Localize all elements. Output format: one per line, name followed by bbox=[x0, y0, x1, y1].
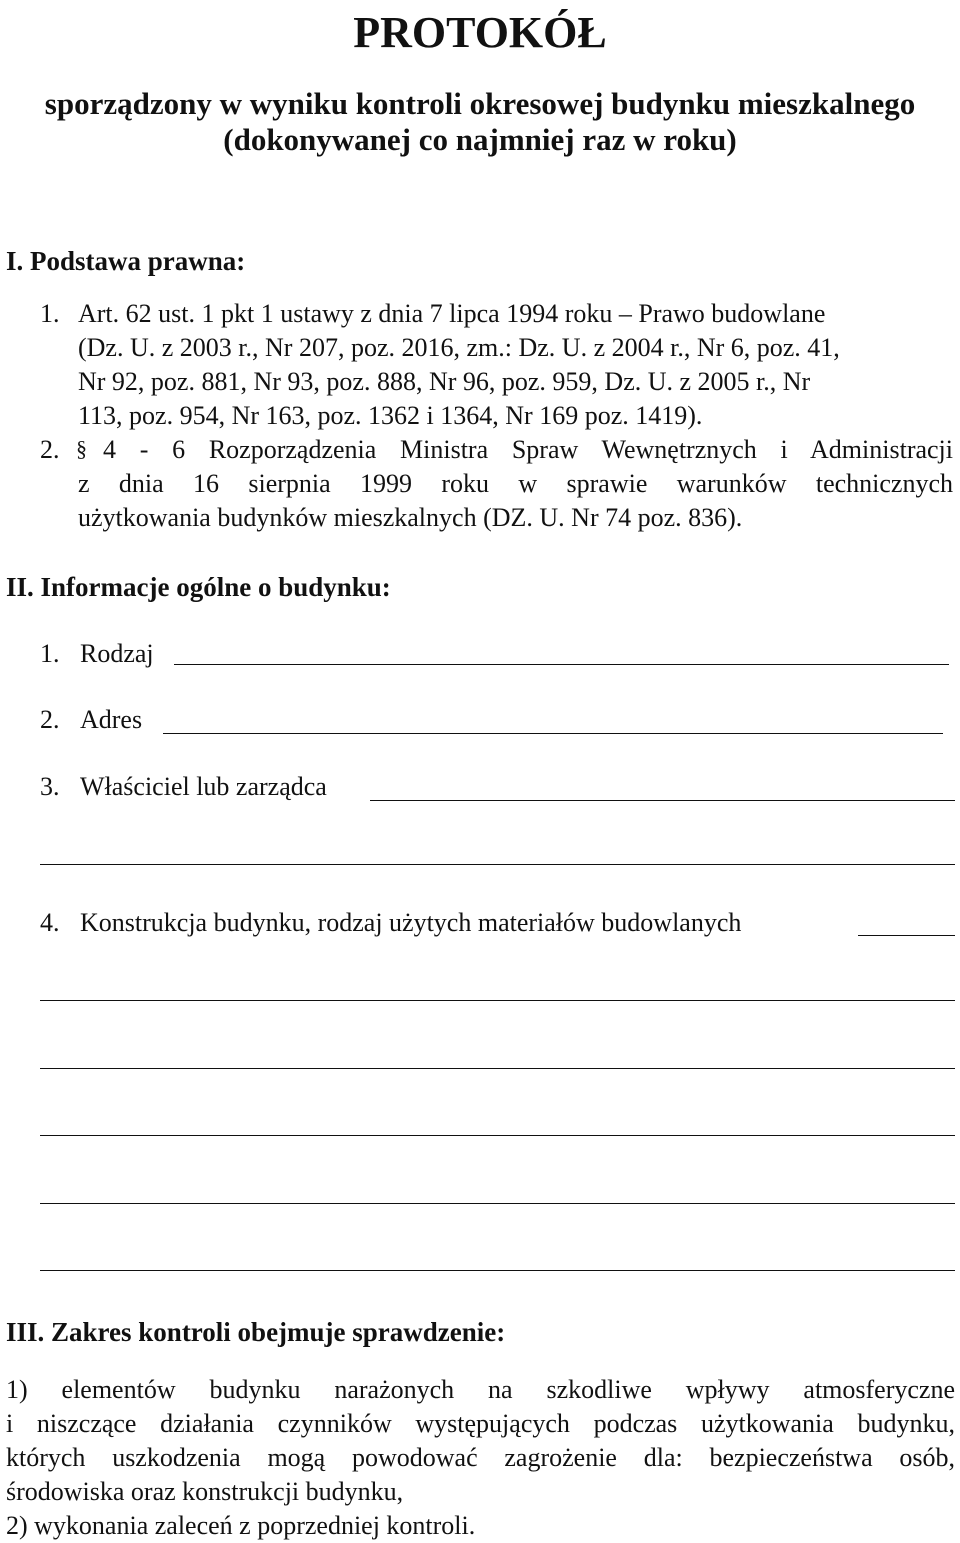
inspection-scope-line-2: i niszczące działania czynników występujących podczas użytkowania budynku, bbox=[6, 1409, 955, 1438]
field-address-label: Adres bbox=[80, 705, 143, 734]
legal-basis-item-2-line-1: 4 - 6 Rozporządzenia Ministra Spraw Wewnętrznych i Administracji bbox=[103, 435, 953, 464]
field-building-type-label: Rodzaj bbox=[80, 639, 154, 668]
field-construction-line bbox=[858, 935, 955, 936]
inspection-scope-line-5: 2) wykonania zaleceń z poprzedniej kontroli. bbox=[6, 1511, 476, 1540]
inspection-scope-line-1: 1) elementów budynku narażonych na szkodliwe wpływy atmosferyczne bbox=[6, 1375, 955, 1404]
field-construction-line-4 bbox=[40, 1135, 955, 1136]
legal-basis-item-1-line-2: (Dz. U. z 2003 r., Nr 207, poz. 2016, zm.: Dz. U. z 2004 r., Nr 6, poz. 41, bbox=[78, 333, 840, 362]
field-construction-line-6 bbox=[40, 1270, 955, 1271]
legal-basis-item-2-line-3: użytkowania budynków mieszkalnych (DZ. U. Nr 74 poz. 836). bbox=[78, 503, 743, 532]
field-construction-label: Konstrukcja budynku, rodzaj użytych materiałów budowlanych bbox=[80, 908, 742, 937]
section-sign: § bbox=[76, 436, 87, 461]
field-address-line bbox=[163, 733, 943, 734]
field-construction-line-3 bbox=[40, 1068, 955, 1069]
field-building-type-line bbox=[174, 664, 949, 665]
document-subtitle-line-2: (dokonywanej co najmniej raz w roku) bbox=[223, 122, 737, 157]
field-owner-label: Właściciel lub zarządca bbox=[80, 772, 327, 801]
legal-basis-item-2-line-2: z dnia 16 sierpnia 1999 roku w sprawie warunków technicznych bbox=[78, 469, 953, 498]
field-1-number: 1. bbox=[40, 639, 60, 668]
field-owner-line-2 bbox=[40, 864, 955, 865]
field-2-number: 2. bbox=[40, 705, 60, 734]
document-subtitle-line-1: sporządzony w wyniku kontroli okresowej budynku mieszkalnego bbox=[44, 86, 916, 121]
field-owner-line bbox=[370, 800, 955, 801]
section-2-heading: II. Informacje ogólne o budynku: bbox=[6, 572, 391, 602]
field-4-number: 4. bbox=[40, 908, 60, 937]
legal-basis-item-1-line-4: 113, poz. 954, Nr 163, poz. 1362 i 1364, Nr 169 poz. 1419). bbox=[78, 401, 703, 430]
inspection-scope-line-4: środowiska oraz konstrukcji budynku, bbox=[6, 1477, 404, 1506]
document-title: PROTOKÓŁ bbox=[353, 8, 607, 57]
section-1-heading: I. Podstawa prawna: bbox=[6, 246, 246, 276]
legal-basis-item-2-number: 2. bbox=[40, 435, 60, 464]
legal-basis-item-1-number: 1. bbox=[40, 299, 60, 328]
field-construction-line-5 bbox=[40, 1203, 955, 1204]
section-3-heading: III. Zakres kontroli obejmuje sprawdzenie: bbox=[6, 1317, 506, 1347]
inspection-scope-line-3: których uszkodzenia mogą powodować zagrożenie dla: bezpieczeństwa osób, bbox=[6, 1443, 955, 1472]
legal-basis-item-1-line-3: Nr 92, poz. 881, Nr 93, poz. 888, Nr 96, poz. 959, Dz. U. z 2005 r., Nr bbox=[78, 367, 811, 396]
field-construction-line-2 bbox=[40, 1000, 955, 1001]
field-3-number: 3. bbox=[40, 772, 60, 801]
legal-basis-item-1-line-1: Art. 62 ust. 1 pkt 1 ustawy z dnia 7 lipca 1994 roku – Prawo budowlane bbox=[78, 299, 826, 328]
